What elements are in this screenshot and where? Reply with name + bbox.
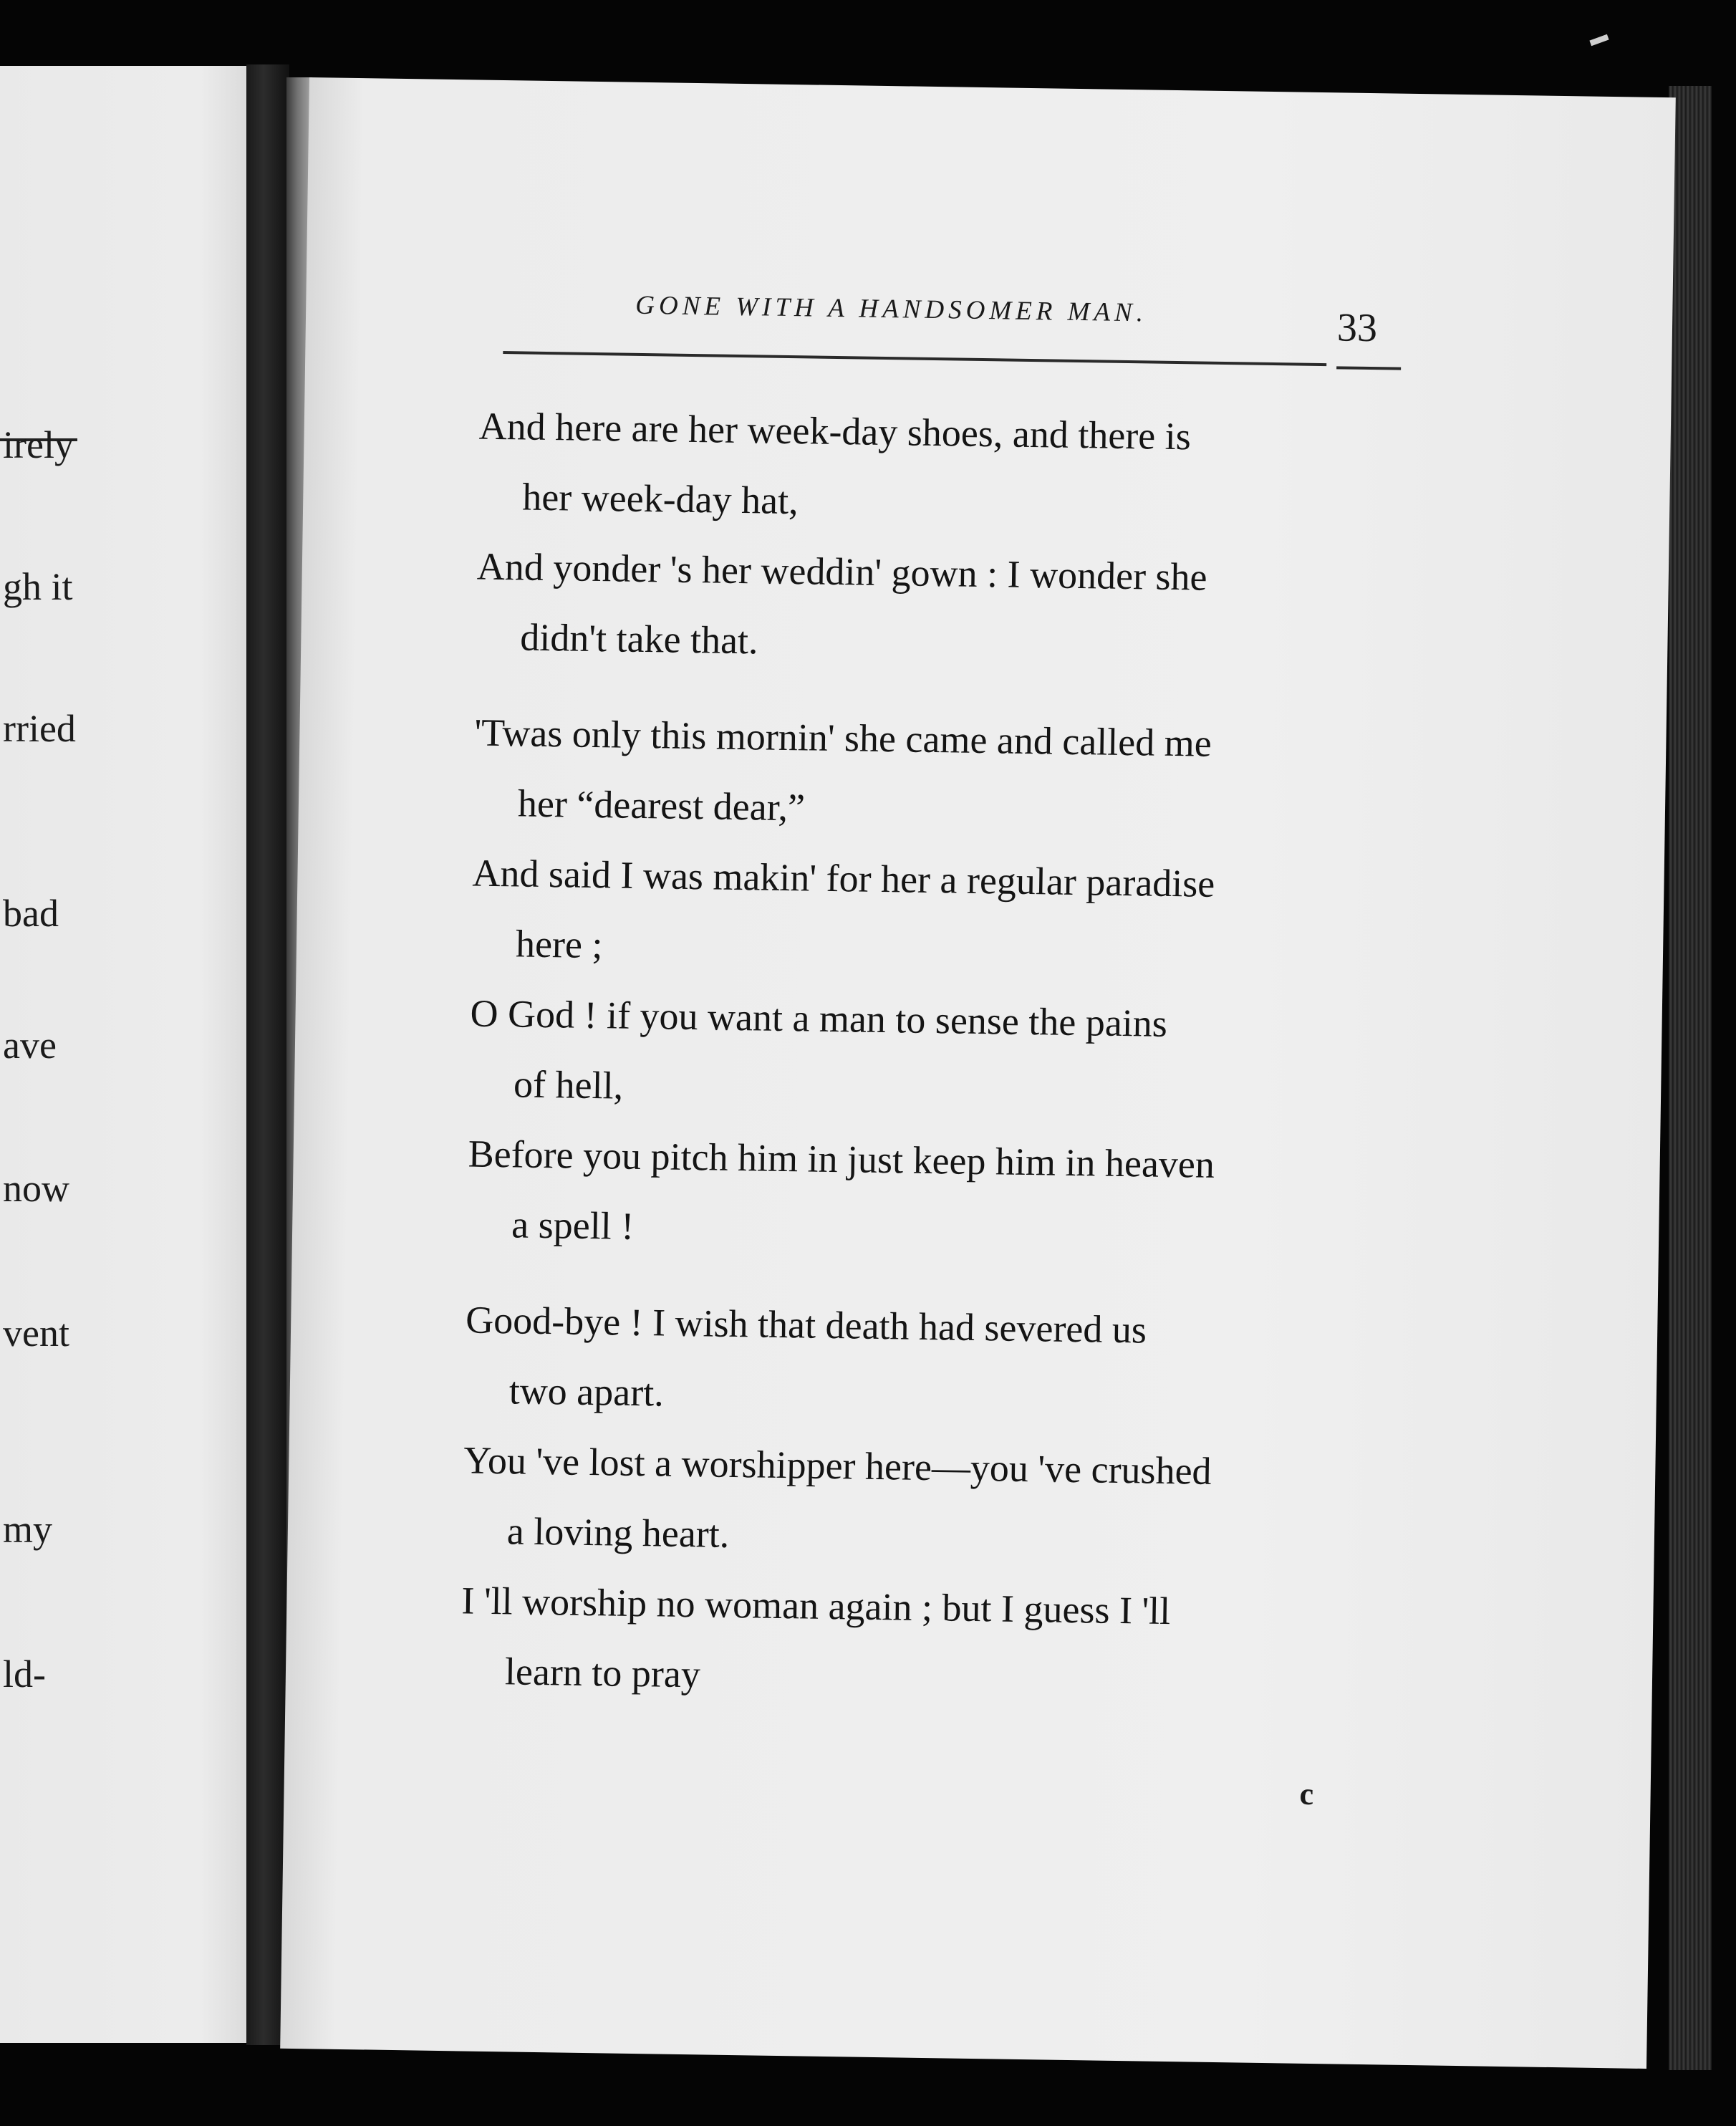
left-page-fragment: ld- <box>3 1653 46 1695</box>
verse-line: here ; <box>515 922 603 967</box>
left-page-fragment: my <box>3 1508 53 1551</box>
verse-line: Good-bye ! I wish that death had severed us <box>465 1298 1147 1352</box>
page-number: 33 <box>1336 305 1378 351</box>
verse-line: I 'll worship no woman again ; but I guess I 'll <box>461 1579 1171 1633</box>
left-page-fragment: irely <box>3 423 74 466</box>
left-page-fragment: rried <box>3 707 76 750</box>
book-spine-shadow <box>246 64 289 2045</box>
verse-line: didn't take that. <box>519 615 759 663</box>
left-facing-page <box>0 66 286 2043</box>
left-page-fragment: bad <box>3 892 59 935</box>
verse-line: her week-day hat, <box>521 475 799 523</box>
verse-line: O God ! if you want a man to sense the pains <box>470 991 1168 1045</box>
scan-speck <box>1589 34 1609 46</box>
page-edges <box>1669 86 1712 2070</box>
header-rule <box>503 351 1326 366</box>
verse-line: And here are her week-day shoes, and there is <box>478 404 1192 458</box>
left-page-fragment: gh it <box>3 565 73 608</box>
header-rule-short <box>1336 366 1401 370</box>
verse-line: two apart. <box>508 1369 665 1415</box>
verse-line: a spell ! <box>511 1203 635 1248</box>
left-page-fragment: vent <box>3 1312 69 1355</box>
right-page <box>280 77 1676 2069</box>
left-page-fragment: now <box>3 1167 69 1210</box>
left-page-fragment: ave <box>3 1024 57 1067</box>
verse-line: a loving heart. <box>506 1509 730 1556</box>
verse-line: Before you pitch him in just keep him in heaven <box>468 1132 1215 1186</box>
verse-line: 'Twas only this mornin' she came and called me <box>474 711 1212 765</box>
verse-line: of hell, <box>513 1062 624 1107</box>
running-head: GONE WITH A HANDSOMER MAN. <box>635 290 1148 328</box>
verse-line: her “dearest dear,” <box>517 781 806 829</box>
verse-line: And said I was makin' for her a regular paradise <box>472 851 1215 905</box>
verse-line: And yonder 's her weddin' gown : I wonder she <box>476 544 1207 599</box>
verse-line: learn to pray <box>504 1650 701 1696</box>
signature-mark: c <box>1299 1776 1314 1812</box>
verse-line: You 've lost a worshipper here—you 've crushed <box>463 1438 1212 1493</box>
